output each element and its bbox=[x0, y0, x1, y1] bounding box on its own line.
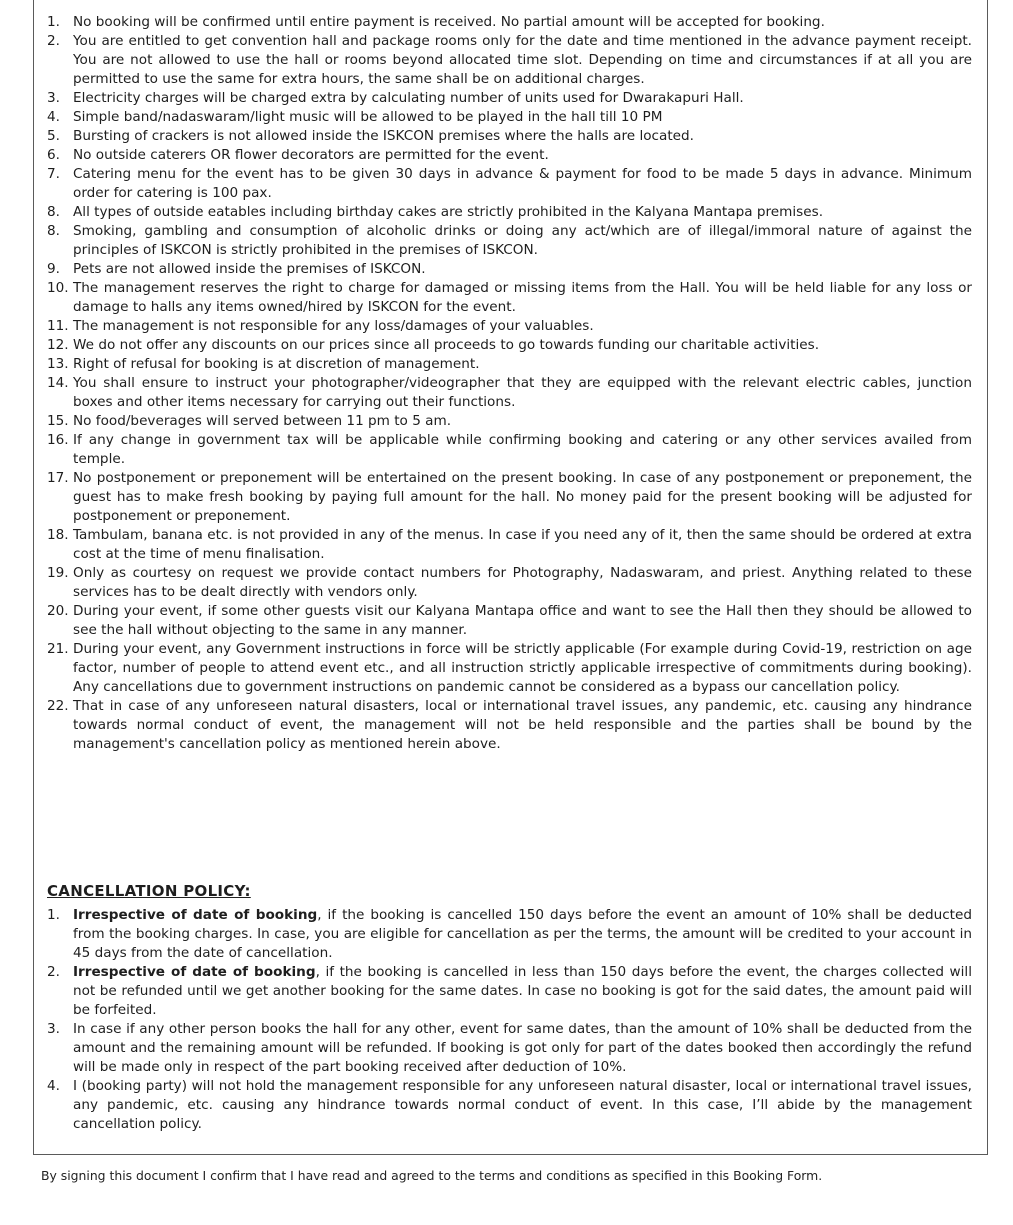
cancellation-text bbox=[73, 963, 972, 1020]
term-text: You shall ensure to instruct your photographer/videographer that they are equipped with the relevant electric cables, junction boxes and other items necessary for carrying out their functions. bbox=[73, 375, 972, 410]
term-text: That in case of any unforeseen natural disasters, local or international travel issues, any pandemic, etc. causing any hindrance towards normal conduct of event, the management will not be held responsible and the parties shall be bound by the management's cancellation policy as mentioned herein above. bbox=[73, 698, 972, 752]
cancellation-number: 2. bbox=[47, 964, 60, 980]
term-item bbox=[47, 279, 972, 317]
cancellation-bold-lead: Irrespective of date of booking bbox=[73, 964, 316, 980]
term-number: 20. bbox=[47, 603, 69, 619]
term-item bbox=[47, 146, 972, 165]
term-number: 4. bbox=[47, 109, 60, 125]
term-number: 22. bbox=[47, 698, 69, 714]
term-number: 10. bbox=[47, 280, 69, 296]
term-item bbox=[47, 203, 972, 222]
term-text: During your event, if some other guests visit our Kalyana Mantapa office and want to see the Hall then they should be allowed to see the hall without objecting to the same in any manner. bbox=[73, 603, 972, 638]
term-text: No postponement or preponement will be entertained on the present booking. In case of any postponement or preponement, the guest has to make fresh booking by paying full amount for the hall. No money paid for the present booking will be adjusted for postponement or preponement. bbox=[73, 470, 972, 524]
term-item bbox=[47, 127, 972, 146]
term-text: Bursting of crackers is not allowed inside the ISKCON premises where the halls are located. bbox=[73, 128, 694, 144]
term-text: We do not offer any discounts on our prices since all proceeds to go towards funding our charitable activities. bbox=[73, 337, 820, 353]
term-item bbox=[47, 431, 972, 469]
cancellation-body: , if the booking is cancelled 150 days before the event an amount of 10% shall be deducted from the booking charges. In case, you are eligible for cancellation as per the terms, the amount will be credited to your account in 45 days from the date of cancellation. bbox=[73, 907, 972, 961]
term-item bbox=[47, 89, 972, 108]
term-number: 11. bbox=[47, 318, 69, 334]
term-text: Right of refusal for booking is at discretion of management. bbox=[73, 356, 480, 372]
cancellation-number: 1. bbox=[47, 907, 60, 923]
cancellation-text bbox=[73, 1077, 972, 1134]
term-number: 17. bbox=[47, 470, 69, 486]
cancellation-text bbox=[73, 1020, 972, 1077]
term-number: 14. bbox=[47, 375, 69, 391]
term-number: 8. bbox=[47, 223, 60, 239]
cancellation-body: I (booking party) will not hold the management responsible for any unforeseen natural disaster, local or international travel issues, any pandemic, etc. causing any hindrance towards normal conduct of event. In this case, I’ll abide by the management cancellation policy. bbox=[73, 1078, 972, 1132]
cancellation-text bbox=[73, 906, 972, 963]
term-text: Catering menu for the event has to be given 30 days in advance & payment for food to be made 5 days in advance. Minimum order for catering is 100 pax. bbox=[73, 166, 972, 201]
term-number: 2. bbox=[47, 33, 60, 49]
term-item bbox=[47, 108, 972, 127]
cancellation-item bbox=[47, 1077, 972, 1134]
signing-confirmation-note: By signing this document I confirm that I have read and agreed to the terms and conditions as specified in this Booking Form. bbox=[41, 1168, 823, 1183]
term-number: 6. bbox=[47, 147, 60, 163]
term-item bbox=[47, 640, 972, 697]
term-text: You are entitled to get convention hall and package rooms only for the date and time mentioned in the advance payment receipt. You are not allowed to use the hall or rooms beyond allocated time slot. Depending on time and circumstances if at all you are permitted to use the same for extra hours, the same shall be on additional charges. bbox=[73, 33, 972, 87]
term-text: All types of outside eatables including birthday cakes are strictly prohibited in the Kalyana Mantapa premises. bbox=[73, 204, 824, 220]
term-text: Simple band/nadaswaram/light music will be allowed to be played in the hall till 10 PM bbox=[73, 109, 663, 125]
term-item bbox=[47, 564, 972, 602]
term-text: Electricity charges will be charged extra by calculating number of units used for Dwarakapuri Hall. bbox=[73, 90, 744, 106]
cancellation-policy-heading: CANCELLATION POLICY: bbox=[47, 882, 251, 900]
term-number: 9. bbox=[47, 261, 60, 277]
term-number: 1. bbox=[47, 14, 60, 30]
cancellation-number: 3. bbox=[47, 1021, 60, 1037]
term-item bbox=[47, 336, 972, 355]
term-number: 12. bbox=[47, 337, 69, 353]
term-text: No outside caterers OR flower decorators are permitted for the event. bbox=[73, 147, 549, 163]
cancellation-body: , if the booking is cancelled in less than 150 days before the event, the charges collected will not be refunded until we get another booking for the same dates. In case no booking is got for the said dates, the amount paid will be forfeited. bbox=[73, 964, 972, 1018]
term-number: 8. bbox=[47, 204, 60, 220]
term-text: The management reserves the right to charge for damaged or missing items from the Hall. You will be held liable for any loss or damage to halls any items owned/hired by ISKCON for the event. bbox=[73, 280, 972, 315]
terms-document-box bbox=[33, 0, 988, 1155]
term-text: During your event, any Government instructions in force will be strictly applicable (For example during Covid-19, restriction on age factor, number of people to attend event etc., and all instruction strictly applicable irrespective of commitments during booking). Any cancellations due to government instructions on pandemic cannot be considered as a bypass our cancellation policy. bbox=[73, 641, 972, 695]
cancellation-body: In case if any other person books the hall for any other, event for same dates, than the amount of 10% shall be deducted from the amount and the remaining amount will be refunded. If booking is got only for part of the dates booked then accordingly the refund will be made only in respect of the part booking received after deduction of 10%. bbox=[73, 1021, 972, 1075]
term-number: 21. bbox=[47, 641, 69, 657]
term-text: Only as courtesy on request we provide contact numbers for Photography, Nadaswaram, and priest. Anything related to these services has to be dealt directly with vendors only. bbox=[73, 565, 972, 600]
term-item bbox=[47, 317, 972, 336]
cancellation-number: 4. bbox=[47, 1078, 60, 1094]
term-item bbox=[47, 13, 972, 32]
term-number: 18. bbox=[47, 527, 69, 543]
term-item bbox=[47, 374, 972, 412]
term-number: 3. bbox=[47, 90, 60, 106]
term-text: If any change in government tax will be applicable while confirming booking and catering or any other services availed from temple. bbox=[73, 432, 972, 467]
term-item bbox=[47, 260, 972, 279]
term-text: No food/beverages will served between 11 pm to 5 am. bbox=[73, 413, 452, 429]
term-item bbox=[47, 412, 972, 431]
term-text: Pets are not allowed inside the premises of ISKCON. bbox=[73, 261, 426, 277]
term-number: 16. bbox=[47, 432, 69, 448]
terms-list bbox=[47, 13, 972, 754]
term-number: 19. bbox=[47, 565, 69, 581]
term-item bbox=[47, 697, 972, 754]
cancellation-item bbox=[47, 906, 972, 963]
term-item bbox=[47, 222, 972, 260]
cancellation-item bbox=[47, 1020, 972, 1077]
term-text: Smoking, gambling and consumption of alcoholic drinks or doing any act/which are of illegal/immoral nature of against the principles of ISKCON is strictly prohibited in the premises of ISKCON. bbox=[73, 223, 972, 258]
term-item bbox=[47, 355, 972, 374]
term-text: Tambulam, banana etc. is not provided in any of the menus. In case if you need any of it, then the same should be ordered at extra cost at the time of menu finalisation. bbox=[73, 527, 972, 562]
cancellation-bold-lead: Irrespective of date of booking bbox=[73, 907, 318, 923]
term-item bbox=[47, 165, 972, 203]
term-number: 5. bbox=[47, 128, 60, 144]
term-item bbox=[47, 602, 972, 640]
term-number: 7. bbox=[47, 166, 60, 182]
term-text: No booking will be confirmed until entire payment is received. No partial amount will be accepted for booking. bbox=[73, 14, 825, 30]
term-number: 13. bbox=[47, 356, 69, 372]
term-item bbox=[47, 32, 972, 89]
term-text: The management is not responsible for any loss/damages of your valuables. bbox=[73, 318, 594, 334]
term-number: 15. bbox=[47, 413, 69, 429]
cancellation-list bbox=[47, 906, 972, 1134]
term-item bbox=[47, 526, 972, 564]
term-item bbox=[47, 469, 972, 526]
cancellation-item bbox=[47, 963, 972, 1020]
